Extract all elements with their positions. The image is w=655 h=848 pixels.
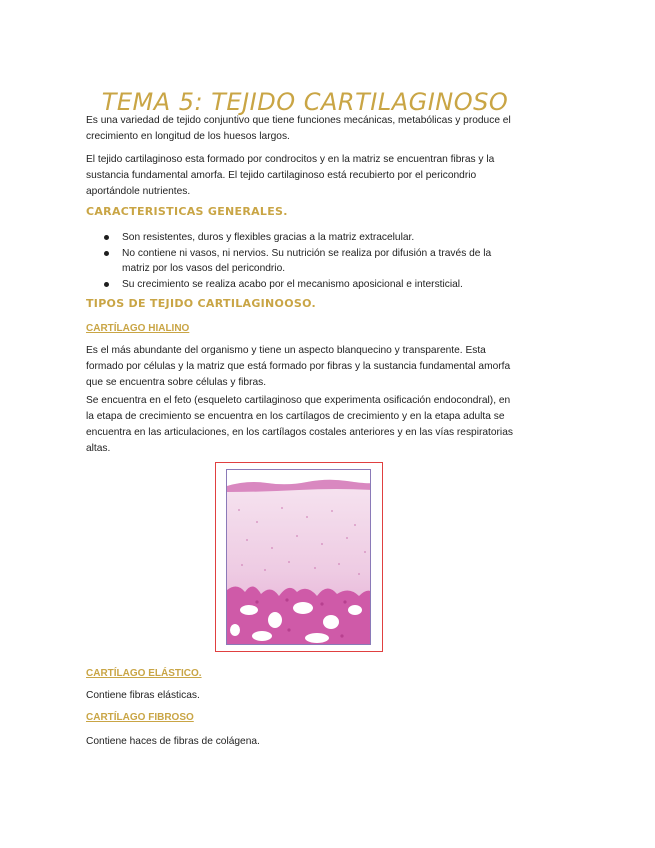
cartilage-types-heading: TIPOS DE TEJIDO CARTILAGINOOSO.	[86, 297, 316, 310]
hyaline-paragraph-2: Se encuentra en el feto (esqueleto cartilaginoso que experimenta osificación endocondral), en la etapa de crecimiento se encuentra en los cartílagos de crecimiento y en la etapa adulta se encuentra en las articulaciones, en los cartílagos costales anteriores y en las vías respiratorias altas.	[86, 395, 513, 454]
elastic-cartilage-text: Contiene fibras elásticas.	[86, 690, 200, 701]
page-title: TEMA 5: TEJIDO CARTILAGINOSO	[101, 88, 509, 117]
intro-paragraph-2: El tejido cartilaginoso esta formado por condrocitos y en la matriz se encuentran fibras y la sustancia fundamental amorfa. El tejido cartilaginoso está recubierto por el pericondrio aportándole nutrientes.	[86, 154, 495, 197]
general-characteristics-heading: CARACTERISTICAS GENERALES.	[86, 205, 288, 218]
fibrous-cartilage-heading: CARTÍLAGO FIBROSO	[86, 712, 194, 723]
micrograph-image	[226, 469, 371, 645]
general-characteristics-list	[104, 230, 504, 292]
elastic-cartilage-heading: CARTÍLAGO ELÁSTICO.	[86, 668, 202, 679]
intro-paragraph-1: Es una variedad de tejido conjuntivo que tiene funciones mecánicas, metabólicas y produce el crecimiento en longitud de los huesos largos.	[86, 115, 511, 142]
list-item: Su crecimiento se realiza acabo por el mecanismo aposicional e intersticial.	[104, 277, 504, 293]
hyaline-paragraph-1: Es el más abundante del organismo y tiene un aspecto blanquecino y transparente. Esta formado por células y la matriz que está formado por fibras y la sustancia fundamental amorfa que se encuentra sobre células y fibras.	[86, 345, 511, 388]
hyaline-cartilage-heading: CARTÍLAGO HIALINO	[86, 323, 190, 334]
list-item: No contiene ni vasos, ni nervios. Su nutrición se realiza por difusión a través de la matriz por los vasos del pericondrio.	[104, 246, 504, 277]
list-item: Son resistentes, duros y flexibles gracias a la matriz extracelular.	[104, 230, 504, 246]
fibrous-cartilage-text: Contiene haces de fibras de colágena.	[86, 736, 260, 747]
hyaline-cartilage-figure	[215, 462, 383, 652]
